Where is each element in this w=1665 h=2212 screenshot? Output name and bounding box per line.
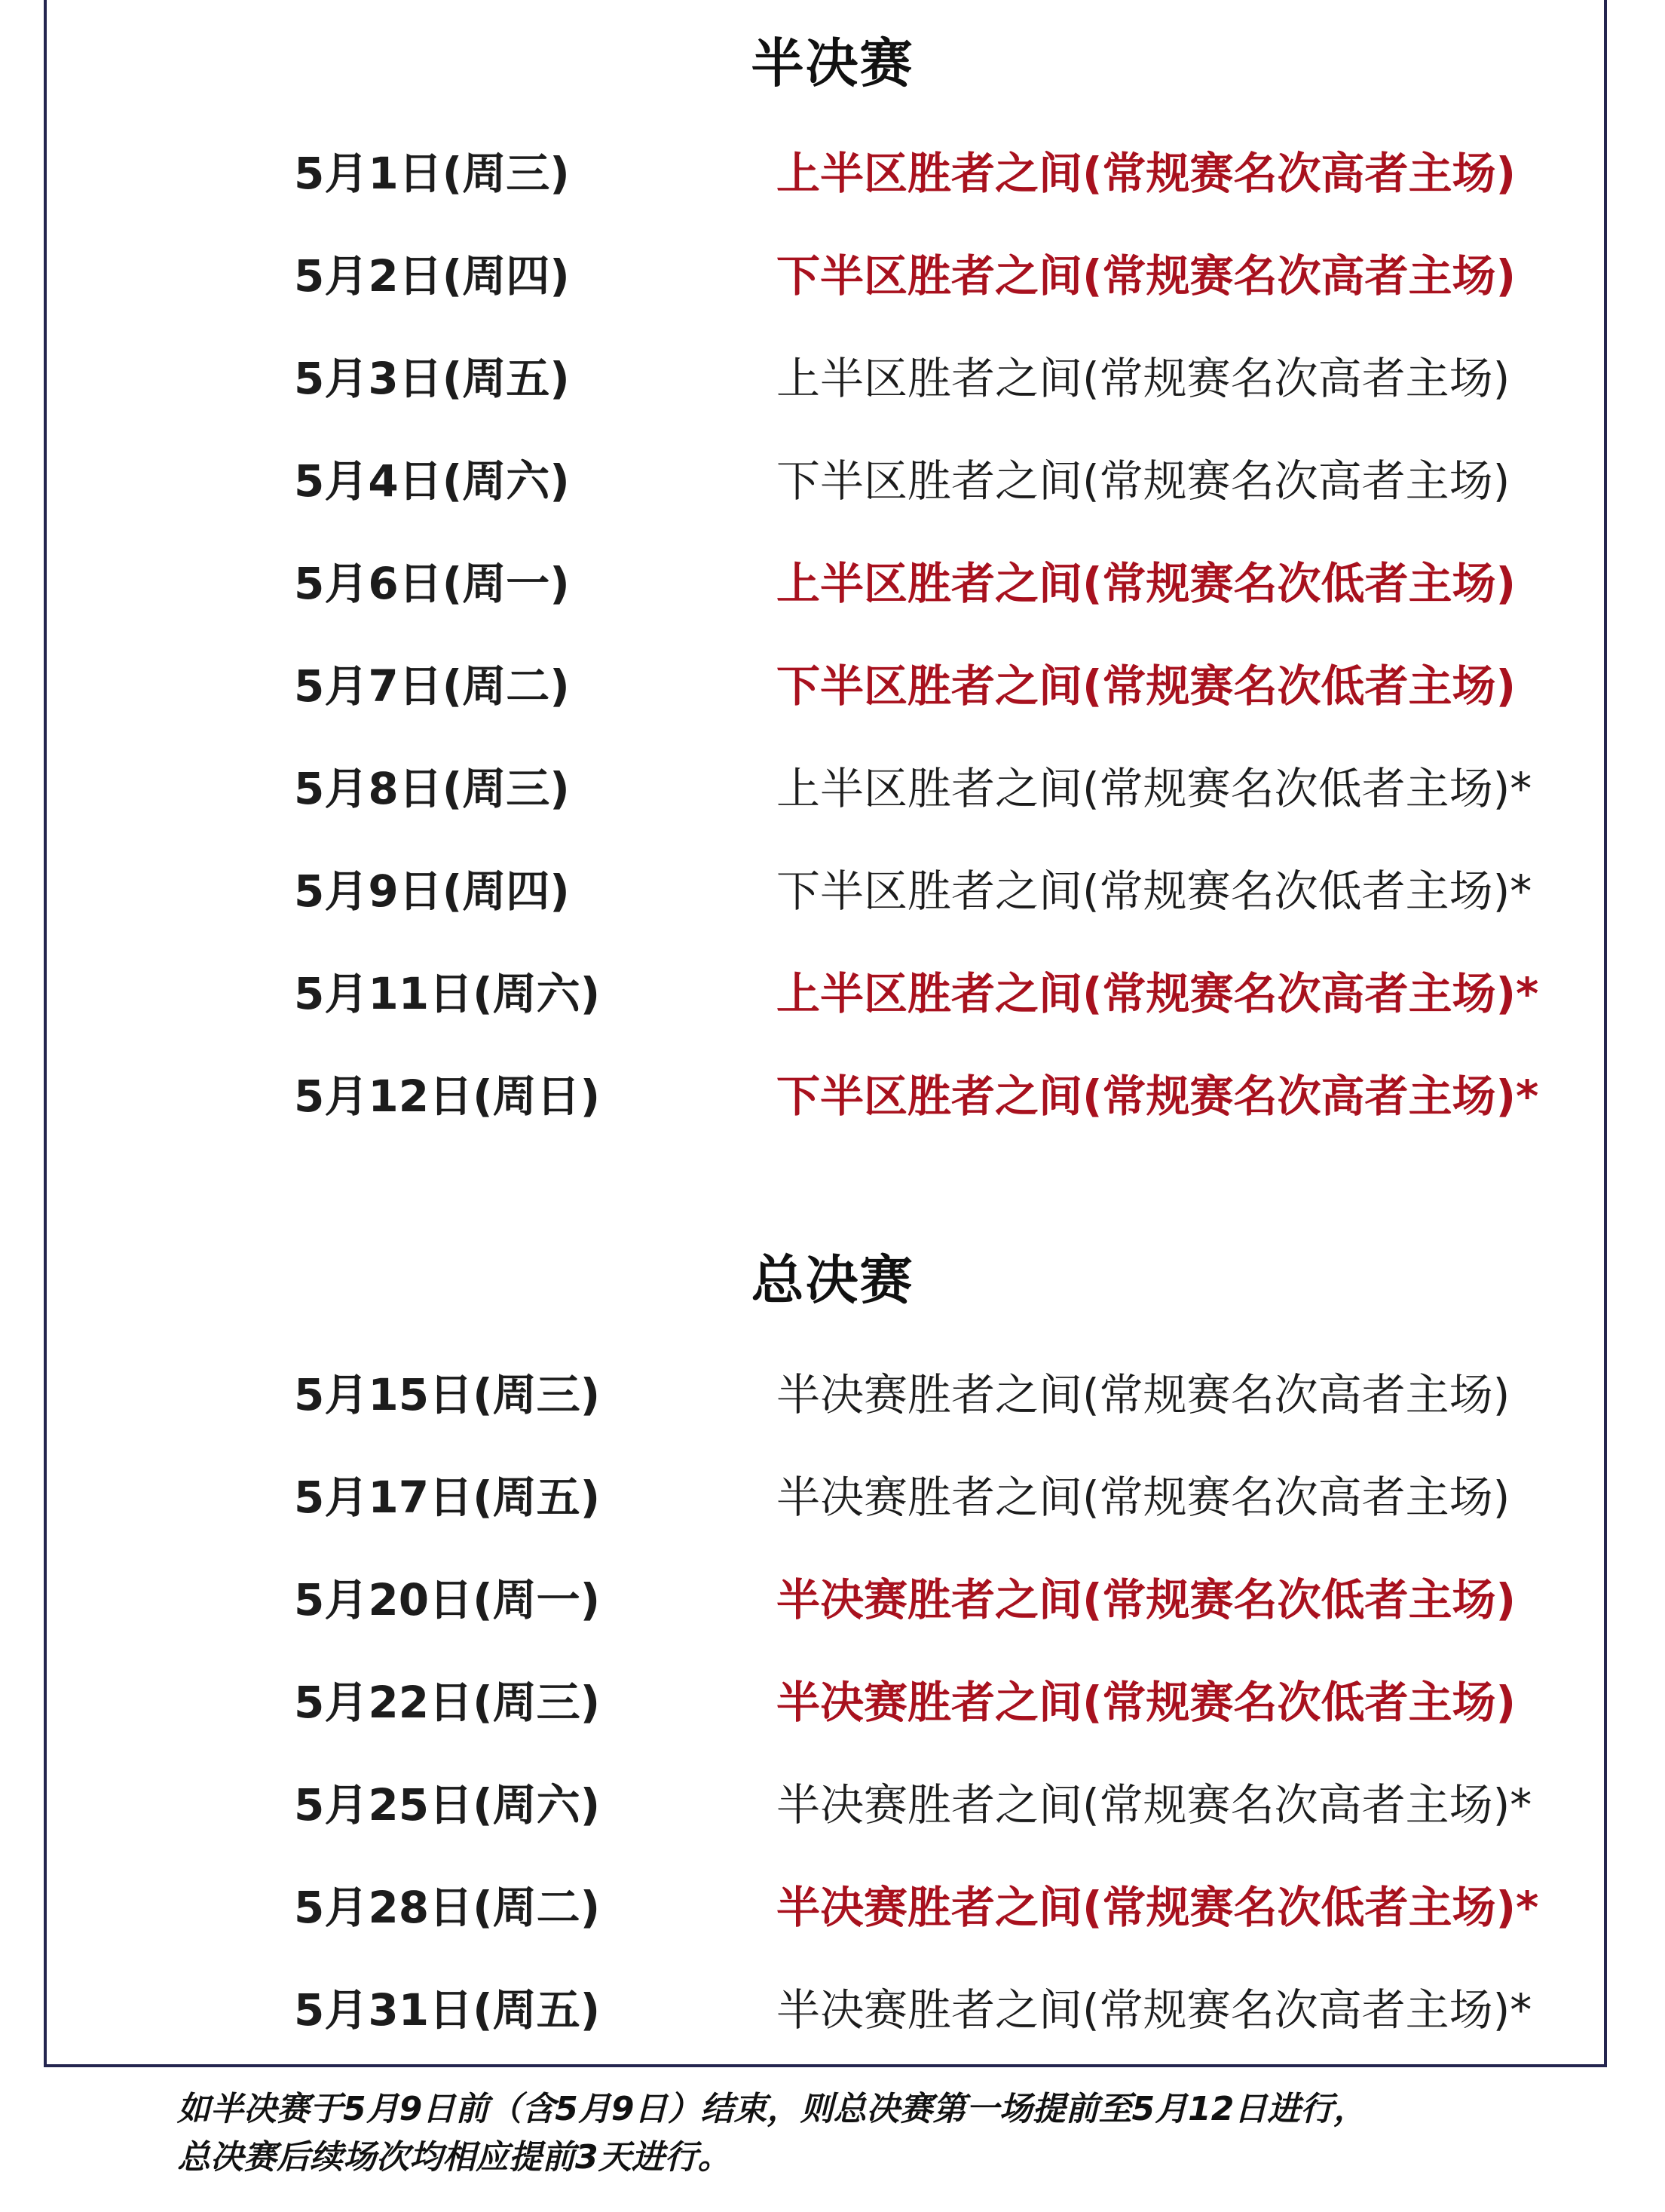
schedule-row [0, 1870, 1665, 1945]
match-description: 上半区胜者之间(常规赛名次低者主场) [776, 558, 1517, 609]
match-date: 5月28日(周二) [294, 1882, 601, 1933]
match-date: 5月3日(周五) [294, 353, 570, 404]
schedule-row [0, 751, 1665, 826]
match-date: 5月31日(周五) [294, 1984, 601, 2036]
match-description: 下半区胜者之间(常规赛名次高者主场) [776, 250, 1517, 302]
match-description: 半决赛胜者之间(常规赛名次低者主场)* [776, 1882, 1539, 1933]
match-date: 5月12日(周日) [294, 1071, 601, 1122]
match-description: 下半区胜者之间(常规赛名次低者主场) [776, 660, 1517, 712]
match-description: 上半区胜者之间(常规赛名次高者主场) [776, 148, 1517, 199]
match-description: 半决赛胜者之间(常规赛名次低者主场) [776, 1677, 1517, 1728]
schedule-row [0, 546, 1665, 621]
match-date: 5月20日(周一) [294, 1574, 601, 1625]
match-date: 5月11日(周六) [294, 968, 601, 1019]
schedule-row [0, 1972, 1665, 2048]
schedule-row [0, 1562, 1665, 1638]
match-description: 半决赛胜者之间(常规赛名次高者主场) [776, 1472, 1510, 1523]
footnote-line-1: 如半决赛于5月9日前（含5月9日）结束，则总决赛第一场提前至5月12日进行， [177, 2090, 1367, 2128]
match-date: 5月1日(周三) [294, 148, 570, 199]
schedule-row [0, 956, 1665, 1031]
schedule-row [0, 238, 1665, 314]
match-date: 5月8日(周三) [294, 763, 570, 814]
match-description: 上半区胜者之间(常规赛名次低者主场)* [776, 763, 1532, 814]
schedule-row [0, 1665, 1665, 1740]
match-date: 5月9日(周四) [294, 865, 570, 917]
match-date: 5月4日(周六) [294, 455, 570, 507]
match-description: 下半区胜者之间(常规赛名次高者主场) [776, 455, 1510, 507]
schedule-row [0, 443, 1665, 519]
match-description: 半决赛胜者之间(常规赛名次低者主场) [776, 1574, 1517, 1625]
schedule-row [0, 853, 1665, 929]
match-date: 5月2日(周四) [294, 250, 570, 302]
schedule-row [0, 1357, 1665, 1432]
match-description: 上半区胜者之间(常规赛名次高者主场)* [776, 968, 1539, 1019]
match-description: 上半区胜者之间(常规赛名次高者主场) [776, 353, 1510, 404]
match-description: 半决赛胜者之间(常规赛名次高者主场)* [776, 1984, 1532, 2036]
schedule-row [0, 648, 1665, 724]
match-description: 半决赛胜者之间(常规赛名次高者主场) [776, 1369, 1510, 1420]
schedule-row [0, 1767, 1665, 1843]
schedule-row [0, 341, 1665, 416]
match-date: 5月7日(周二) [294, 660, 570, 712]
match-description: 下半区胜者之间(常规赛名次高者主场)* [776, 1071, 1539, 1122]
match-date: 5月6日(周一) [294, 558, 570, 609]
match-description: 下半区胜者之间(常规赛名次低者主场)* [776, 865, 1532, 917]
match-description: 半决赛胜者之间(常规赛名次高者主场)* [776, 1779, 1532, 1831]
schedule-row [0, 1460, 1665, 1535]
match-date: 5月25日(周六) [294, 1779, 601, 1831]
semifinal-title: 半决赛 [751, 32, 914, 94]
match-date: 5月17日(周五) [294, 1472, 601, 1523]
schedule-row [0, 136, 1665, 211]
final-title: 总决赛 [751, 1249, 914, 1311]
match-date: 5月15日(周三) [294, 1369, 601, 1420]
schedule-row [0, 1059, 1665, 1134]
match-date: 5月22日(周三) [294, 1677, 601, 1728]
footnote-line-2: 总决赛后续场次均相应提前3天进行。 [177, 2138, 731, 2177]
